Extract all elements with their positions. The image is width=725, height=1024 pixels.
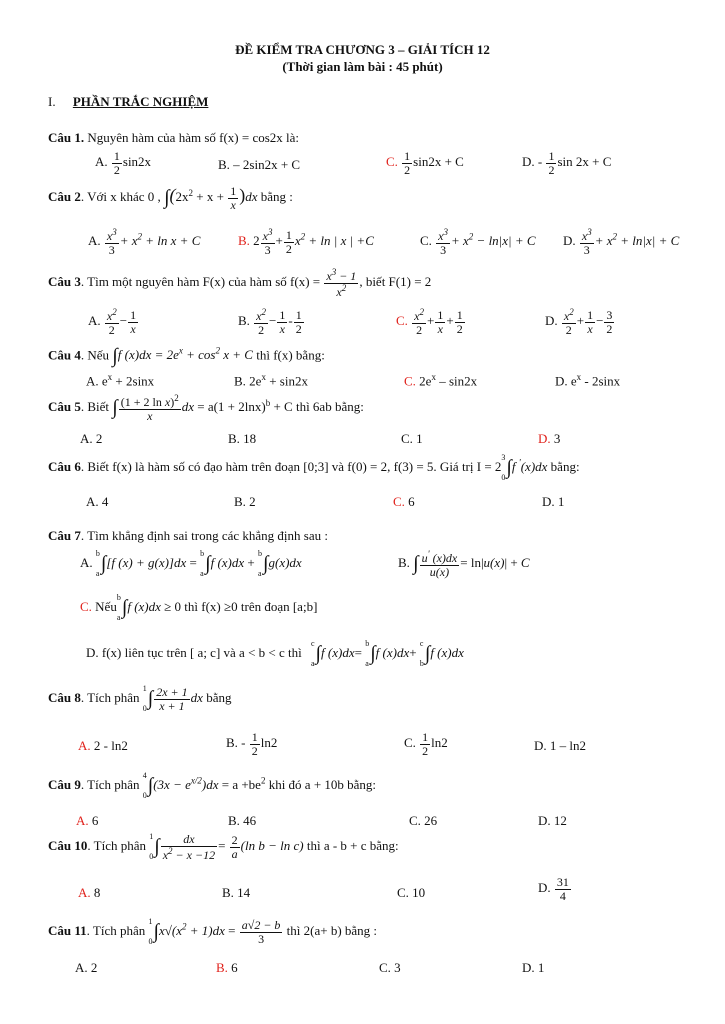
- q3-option-c[interactable]: C. $\frac{x^2}{2}$ + $\frac{1}{x}$ + $\frac{1}{2}$: [396, 307, 463, 337]
- q4-option-d[interactable]: D. $e^x - 2\sin x$: [555, 372, 621, 389]
- question-stem: . Biết: [80, 399, 110, 415]
- q10-option-c[interactable]: C. 10: [397, 885, 426, 900]
- q3-option-a[interactable]: A. $\frac{x^2}{2}$ − $\frac{1}{x}$: [88, 307, 137, 337]
- question-3: Câu 3. Tìm một nguyên hàm F(x) của hàm số f(x) = $\frac{x^3 - 1}{x^2}$ , biết F(1) = 2: [48, 267, 432, 299]
- q10-option-a[interactable]: A. 8: [78, 885, 101, 900]
- q7-option-b[interactable]: B. ∫ $\frac{u' (x)dx}{u(x)}$ = ln|u(x)| + C: [398, 549, 530, 579]
- question-9: Câu 9. Tích phân 4 0 $\int(3x - e^{x/2})dx = a +be^2$ khi đó a + 10b bằng:: [48, 771, 377, 800]
- question-stem: . Tìm một nguyên hàm F(x) của hàm số f(x) =: [80, 274, 321, 290]
- q1-option-b[interactable]: B. – 2sin2x + C: [218, 157, 301, 172]
- question-label: Câu 1.: [48, 130, 85, 145]
- q6-option-d[interactable]: D. 1: [542, 494, 565, 509]
- q2-option-d[interactable]: D. $\frac{x^3}{3}$ + $x^2 + \ln|x| + C$: [563, 227, 680, 257]
- q8-option-c[interactable]: C. $\frac{1}{2}$ ln2: [404, 730, 448, 758]
- q9-option-a[interactable]: A. 6: [76, 813, 99, 828]
- question-stem: . Với x khác 0 ,: [80, 189, 161, 205]
- question-stem: . Nếu: [80, 347, 110, 363]
- question-label: Câu 8: [48, 689, 81, 705]
- q1-option-d[interactable]: D. - $\frac{1}{2}$ sin 2x + C: [522, 149, 612, 177]
- q9-option-c[interactable]: C. 26: [409, 813, 438, 828]
- question-4: Câu 4. Nếu ∫f $(x)dx = 2e^x + \cos^2 x + C$ thì f(x) bằng:: [48, 345, 325, 367]
- section-heading: [48, 94, 208, 110]
- q9-option-b[interactable]: B. 46: [228, 813, 257, 828]
- q4-option-b[interactable]: B. $2e^x + \sin 2x$: [234, 372, 308, 389]
- q11-option-c[interactable]: C. 3: [379, 960, 401, 975]
- question-1: [48, 130, 299, 146]
- q5-option-c[interactable]: C. 1: [401, 431, 423, 446]
- question-label: Câu 2: [48, 189, 81, 205]
- q4-option-a[interactable]: A. $e^x + 2\sin x$: [86, 372, 155, 389]
- q5-option-a[interactable]: A. 2: [80, 431, 103, 446]
- question-5: Câu 5. Biết ∫ $\frac{(1 + 2 \ln x)^2}{x}$ dx = $a(1 + 2\ln x)^b + C$ thì 6ab bằng:: [48, 393, 364, 423]
- question-label: Câu 5: [48, 399, 81, 415]
- q8-option-d[interactable]: D. 1 – ln2: [534, 738, 586, 753]
- question-label: Câu 3: [48, 274, 81, 290]
- question-label: Câu 6: [48, 458, 81, 474]
- q11-option-b[interactable]: B. 6: [216, 960, 238, 975]
- section-title: PHẦN TRẮC NGHIỆM: [72, 94, 209, 109]
- question-stem: . Biết f(x) là hàm số có đạo hàm trên đoạn [0;3] và f(0) = 2, f(3) = 5. Giá trị I = 2: [80, 458, 502, 474]
- q11-option-a[interactable]: A. 2: [75, 960, 98, 975]
- section-number: I.: [48, 94, 56, 109]
- question-stem: . Tích phân: [86, 922, 146, 938]
- question-6: Câu 6. Biết f(x) là hàm số có đạo hàm trên đoạn [0;3] và f(0) = 2, f(3) = 5. Giá trị I = 2 3 0 ∫f '(x)dx bằng:: [48, 453, 580, 482]
- question-label: Câu 9: [48, 776, 81, 792]
- question-10: Câu 10. Tích phân 1 0 ∫ $\frac{dx}{x^2 - x -12}$ = $\frac{2}{a}$ (ln b − ln c) thì a - b + c bằng:: [48, 832, 399, 862]
- question-stem: . Tích phân: [80, 776, 140, 792]
- q2-option-c[interactable]: C. $\frac{x^3}{3}$ + $x^2 - \ln|x| + C$: [420, 227, 536, 257]
- q2-option-b[interactable]: B. 2 $\frac{x^3}{3}$ + $\frac{1}{2}$ $x^2 + \ln$ | x | +C: [238, 227, 374, 257]
- question-11: Câu 11. Tích phân 1 0 $\int x√(x^2 + 1)dx$ = $\frac{a√2 - b}{3}$ thì 2(a+ b) bằng :: [48, 917, 378, 946]
- q3-option-d[interactable]: D. $\frac{x^2}{2}$ + $\frac{1}{x}$ − $\frac{3}{2}$: [545, 307, 613, 337]
- exam-title: ĐỀ KIỂM TRA CHƯƠNG 3 – GIẢI TÍCH 12: [235, 42, 490, 57]
- question-stem: Nguyên hàm của hàm số f(x) = cos2x là:: [87, 130, 300, 145]
- q1-option-a[interactable]: A. $\frac{1}{2}$ sin2x: [95, 149, 152, 177]
- question-label: Câu 10: [48, 838, 88, 854]
- question-label: Câu 7: [48, 528, 81, 543]
- question-stem: . Tìm khẳng định sai trong các khẳng định sau :: [80, 528, 328, 543]
- exam-subtitle: (Thời gian làm bài : 45 phút): [282, 59, 443, 74]
- q8-option-a[interactable]: A. 2 - ln2: [78, 738, 128, 753]
- question-2: Câu 2. Với x khác 0 , $\int(2x^2 + x$ + $\frac{1}{x}$ )dx bằng :: [48, 184, 293, 212]
- q3-option-b[interactable]: B. $\frac{x^2}{2}$ − $\frac{1}{x}$ - $\frac{1}{2}$: [238, 307, 302, 337]
- q10-option-b[interactable]: B. 14: [222, 885, 251, 900]
- q9-option-d[interactable]: D. 12: [538, 813, 567, 828]
- question-label: Câu 4: [48, 347, 81, 363]
- q7-option-d[interactable]: D. f(x) liên tục trên [ a; c] và a < b < c thì c a ∫f (x)dx= b a ∫f (x)dx+ c b ∫f (x)dx: [86, 639, 464, 668]
- q8-option-b[interactable]: B. - $\frac{1}{2}$ ln2: [226, 730, 278, 758]
- q1-option-c[interactable]: C. $\frac{1}{2}$ sin2x + C: [386, 149, 464, 177]
- q5-option-b[interactable]: B. 18: [228, 431, 257, 446]
- q4-option-c[interactable]: C. $2e^x - \sin 2x$: [404, 372, 478, 389]
- q6-option-c[interactable]: C. 6: [393, 494, 415, 509]
- question-7: [48, 528, 328, 544]
- question-8: Câu 8. Tích phân 1 0 ∫ $\frac{2x + 1}{x + 1}$ dx bằng: [48, 684, 232, 713]
- q2-option-a[interactable]: A. $\frac{x^3}{3}$ + $x^2 + \ln x + C$: [88, 227, 201, 257]
- q7-option-c[interactable]: C. Nếu b a ∫f (x)dx ≥ 0 thì f(x) ≥0 trên đoạn [a;b]: [80, 593, 318, 622]
- question-label: Câu 11: [48, 922, 87, 938]
- question-stem: . Tích phân: [80, 689, 140, 705]
- q10-option-d[interactable]: D. $\frac{31}{4}$: [538, 875, 569, 903]
- q5-option-d[interactable]: D. 3: [538, 431, 561, 446]
- q11-option-d[interactable]: D. 1: [522, 960, 545, 975]
- q7-option-a[interactable]: A. b a ∫[f (x) + g(x)]dx = b a ∫f (x)dx + b a ∫g(x)dx: [80, 549, 302, 578]
- q6-option-b[interactable]: B. 2: [234, 494, 256, 509]
- question-stem: . Tích phân: [87, 838, 146, 854]
- q6-option-a[interactable]: A. 4: [86, 494, 109, 509]
